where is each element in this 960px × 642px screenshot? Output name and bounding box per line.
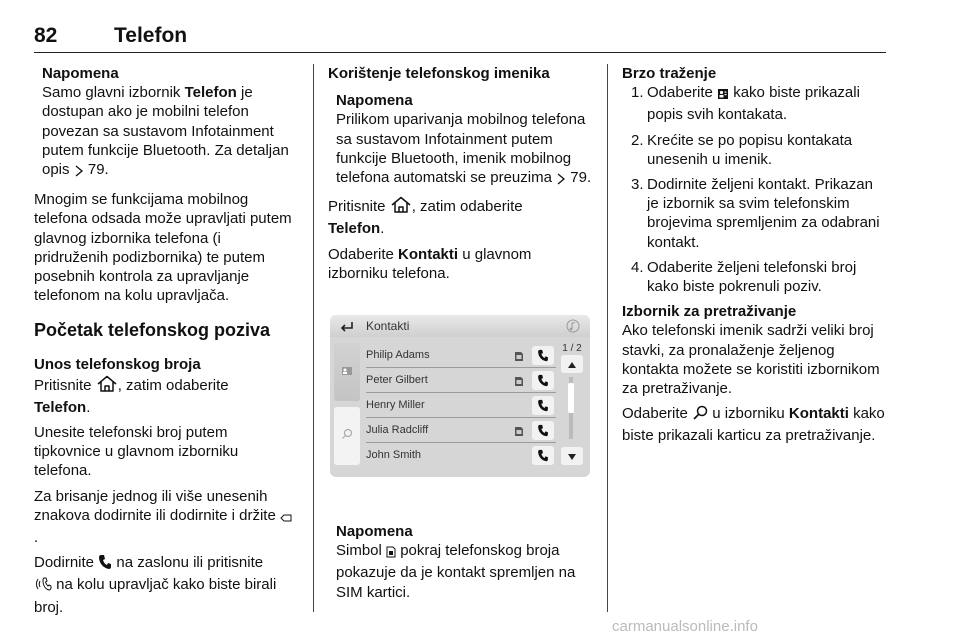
paragraph: Za brisanje jednog ili više unesenih znakova dodirnite ili dodirnite i držite . bbox=[34, 487, 296, 548]
contacts-screenshot bbox=[328, 295, 592, 505]
column-1 bbox=[34, 64, 296, 617]
note-text: Prilikom uparivanja mobilnog telefona sa sustavom Infotainment putem funkcije Bluetooth, imenik mobilnog telefona automatski se preuzima 79. bbox=[336, 110, 592, 190]
search-icon bbox=[692, 405, 708, 426]
column-divider bbox=[607, 64, 608, 612]
paragraph: Odaberite u izborniku Kontakti kako biste prikazali karticu za pretraživanje. bbox=[622, 405, 885, 445]
note-box bbox=[328, 522, 592, 602]
contacts-screen bbox=[330, 315, 590, 477]
subheading: Brzo traženje bbox=[622, 65, 717, 82]
contact-card-icon bbox=[341, 363, 353, 381]
subheading: Izbornik za pretraživanje bbox=[622, 303, 797, 321]
scrollbar-thumb[interactable] bbox=[568, 383, 574, 413]
scroll-down-button[interactable] bbox=[561, 447, 583, 465]
column-divider bbox=[313, 64, 314, 612]
contact-name: Philip Adams bbox=[366, 349, 430, 361]
home-icon bbox=[96, 375, 118, 398]
search-icon bbox=[341, 427, 353, 445]
screen-left-bar bbox=[334, 343, 360, 471]
paragraph: Pritisnite , zatim odaberite Telefon. bbox=[328, 198, 523, 238]
search-button[interactable] bbox=[334, 407, 360, 465]
paragraph: Unesite telefonski broj putem tipkovnice u glavnom izborniku telefona. bbox=[34, 424, 239, 480]
note-heading: Napomena bbox=[42, 65, 119, 82]
screen-title: Kontakti bbox=[366, 319, 410, 333]
scroll-panel bbox=[560, 343, 584, 471]
note-heading: Napomena bbox=[336, 523, 413, 540]
reference-arrow-icon bbox=[74, 163, 84, 182]
list-item[interactable] bbox=[366, 368, 556, 393]
column-2-lower bbox=[328, 522, 592, 602]
paragraph: Pritisnite , zatim odaberite Telefon. bbox=[34, 376, 229, 416]
call-button[interactable] bbox=[532, 421, 554, 440]
subheading: Korištenje telefonskog imenika bbox=[328, 65, 550, 82]
page-title: Telefon bbox=[114, 24, 188, 47]
contact-name: Peter Gilbert bbox=[366, 374, 428, 386]
music-icon[interactable] bbox=[566, 319, 580, 338]
contact-card-icon bbox=[717, 86, 729, 105]
list-item: 2. Krećite se po popisu kontakata unesenih u imenik. bbox=[631, 131, 853, 168]
arrow-up-icon bbox=[568, 355, 576, 373]
note-text: Simbol pokraj telefonskog broja pokazuje da je kontakt spremljen na SIM kartici. bbox=[336, 542, 576, 601]
contact-list bbox=[366, 343, 556, 468]
contact-name: Julia Radcliff bbox=[366, 424, 429, 436]
phone-icon bbox=[98, 554, 112, 575]
note-text: Samo glavni izbornik Telefon je dostupan ako je mobilni telefon povezan sa sustavom Infotainment putem funkcije Bluetooth. Za detaljan opis 79. bbox=[42, 83, 296, 182]
page-number: 82 bbox=[34, 24, 58, 47]
contacts-list-button[interactable] bbox=[334, 343, 360, 401]
sim-card-icon bbox=[514, 424, 524, 442]
home-icon bbox=[390, 196, 412, 219]
watermark: carmanualsonline.info bbox=[612, 618, 758, 635]
backspace-icon bbox=[280, 509, 292, 528]
note-box bbox=[328, 91, 592, 190]
screen-title-bar bbox=[330, 315, 590, 337]
call-button[interactable] bbox=[532, 396, 554, 415]
column-3 bbox=[622, 64, 888, 446]
sim-card-icon bbox=[514, 349, 524, 367]
subheading: Unos telefonskog broja bbox=[34, 356, 201, 374]
list-item: 4. Odaberite željeni telefonski broj kako biste pokrenuli poziv. bbox=[631, 258, 857, 296]
page-header bbox=[34, 24, 886, 53]
steering-phone-icon bbox=[34, 576, 52, 597]
note-box bbox=[34, 64, 296, 182]
paragraph: Odaberite Kontakti u glavnom izborniku telefona. bbox=[328, 245, 532, 282]
list-item[interactable] bbox=[366, 393, 556, 418]
reference-arrow-icon bbox=[556, 171, 566, 190]
list-item[interactable] bbox=[366, 343, 556, 368]
note-heading: Napomena bbox=[336, 92, 413, 110]
steps-list bbox=[622, 83, 888, 296]
page-indicator: 1 / 2 bbox=[562, 343, 582, 354]
list-item: 1. Odaberite kako biste prikazali popis svih kontakata. bbox=[631, 84, 860, 124]
sim-card-icon bbox=[514, 374, 524, 392]
list-item[interactable] bbox=[366, 443, 556, 468]
arrow-down-icon bbox=[568, 447, 576, 465]
list-item[interactable] bbox=[366, 418, 556, 443]
scroll-up-button[interactable] bbox=[561, 355, 583, 373]
section-heading: Početak telefonskog poziva bbox=[34, 320, 271, 341]
call-button[interactable] bbox=[532, 346, 554, 365]
paragraph: Mnogim se funkcijama mobilnog telefona odsada može upravljati putem glavnog izbornika telefona (i pridruženih podizbornika) te putem posebnih kontrola za upravljanje telefonom na kolu upravljača. bbox=[34, 191, 292, 305]
call-button[interactable] bbox=[532, 446, 554, 465]
sim-card-icon bbox=[386, 544, 396, 563]
back-icon[interactable] bbox=[338, 319, 354, 337]
column-2 bbox=[328, 64, 592, 283]
paragraph: Dodirnite na zaslonu ili pritisnite na kolu upravljač kako biste birali broj. bbox=[34, 554, 277, 616]
contact-name: Henry Miller bbox=[366, 399, 425, 411]
list-item: 3. Dodirnite željeni kontakt. Prikazan je izbornik sa svim telefonskim brojevima spremljenim za odabrani kontakt. bbox=[631, 176, 880, 251]
call-button[interactable] bbox=[532, 371, 554, 390]
paragraph: Ako telefonski imenik sadrži veliki broj stavki, za pronalaženje željenog kontakta možete se koristiti izbornikom za pretraživanje. bbox=[622, 322, 880, 398]
contact-name: John Smith bbox=[366, 449, 422, 461]
